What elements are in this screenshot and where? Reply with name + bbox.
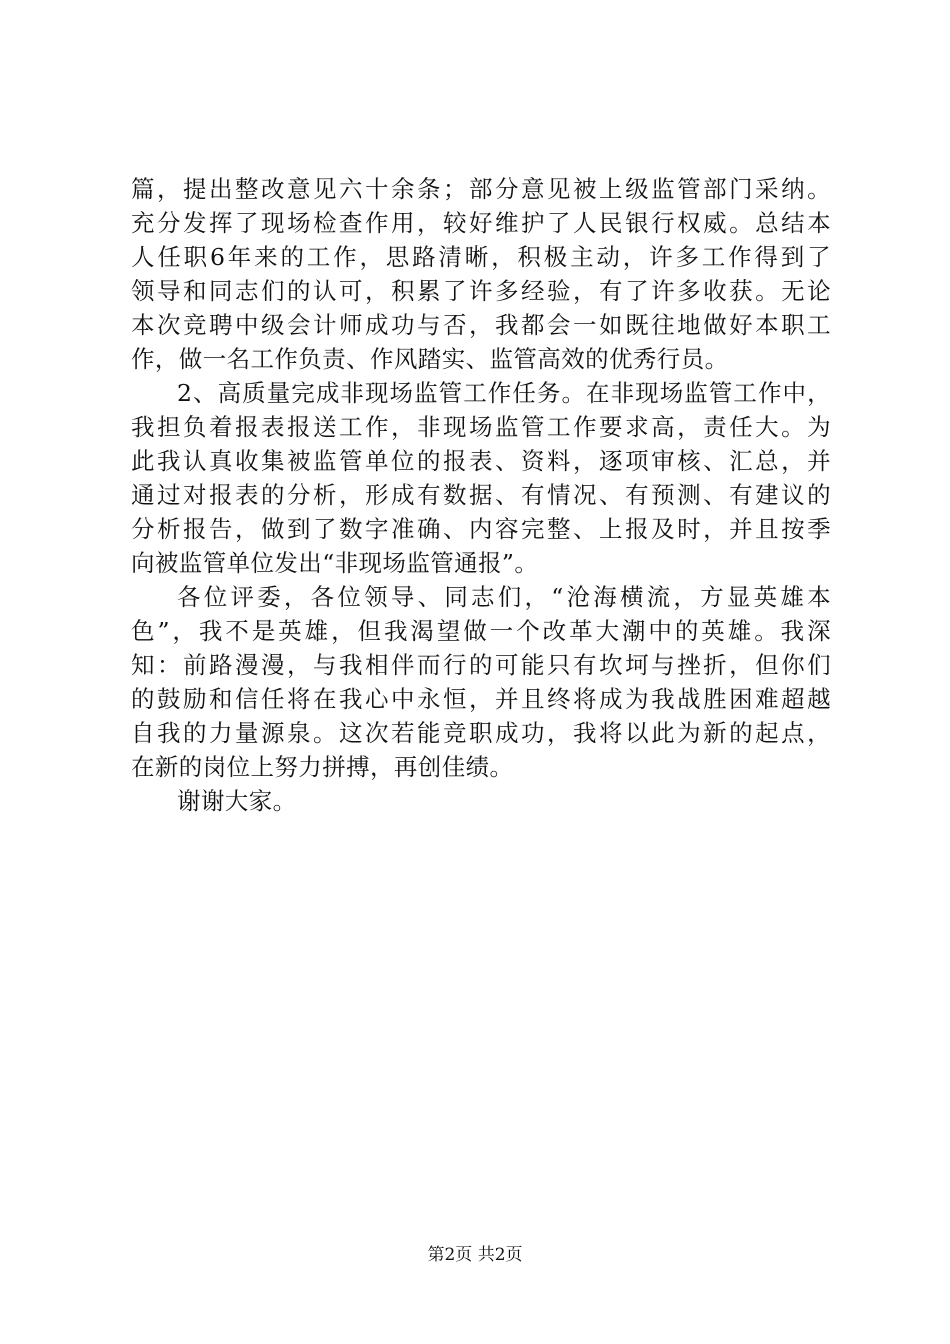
text-line: 充分发挥了现场检查作用，较好维护了人民银行权威。总结本 [131,209,831,237]
paragraph-start-line: 各位评委，各位领导、同志们，“沧海横流，方显英雄本 [177,583,831,611]
text-line: 向被监管单位发出“非现场监管通报”。 [131,549,539,577]
page-number-footer: 第2页 共2页 [427,1245,523,1265]
text-line: 篇，提出整改意见六十余条；部分意见被上级监管部门采纳。 [131,175,831,203]
text-line: 本次竞聘中级会计师成功与否，我都会一如既往地做好本职工 [131,311,831,339]
closing-line: 谢谢大家。 [177,787,297,815]
text-line: 人任职6年来的工作，思路清晰，积极主动，许多工作得到了 [131,243,831,271]
text-line: 色”，我不是英雄，但我渴望做一个改革大潮中的英雄。我深 [131,617,831,645]
text-line: 作，做一名工作负责、作风踏实、监管高效的优秀行员。 [131,345,729,373]
text-line: 我担负着报表报送工作，非现场监管工作要求高，责任大。为 [131,413,831,441]
text-line: 通过对报表的分析，形成有数据、有情况、有预测、有建议的 [131,481,831,509]
text-line: 在新的岗位上努力拼搏，再创佳绩。 [131,753,514,781]
text-line: 自我的力量源泉。这次若能竞职成功，我将以此为新的起点， [131,719,831,747]
text-line: 分析报告，做到了数字准确、内容完整、上报及时，并且按季 [131,515,831,543]
document-body [131,172,831,818]
text-line: 知：前路漫漫，与我相伴而行的可能只有坎坷与挫折，但你们 [131,651,831,679]
paragraph-start-line: 2、高质量完成非现场监管工作任务。在非现场监管工作中， [177,379,831,407]
text-line: 此我认真收集被监管单位的报表、资料，逐项审核、汇总，并 [131,447,831,475]
text-line: 领导和同志们的认可，积累了许多经验，有了许多收获。无论 [131,277,831,305]
text-line: 的鼓励和信任将在我心中永恒，并且终将成为我战胜困难超越 [131,685,831,713]
